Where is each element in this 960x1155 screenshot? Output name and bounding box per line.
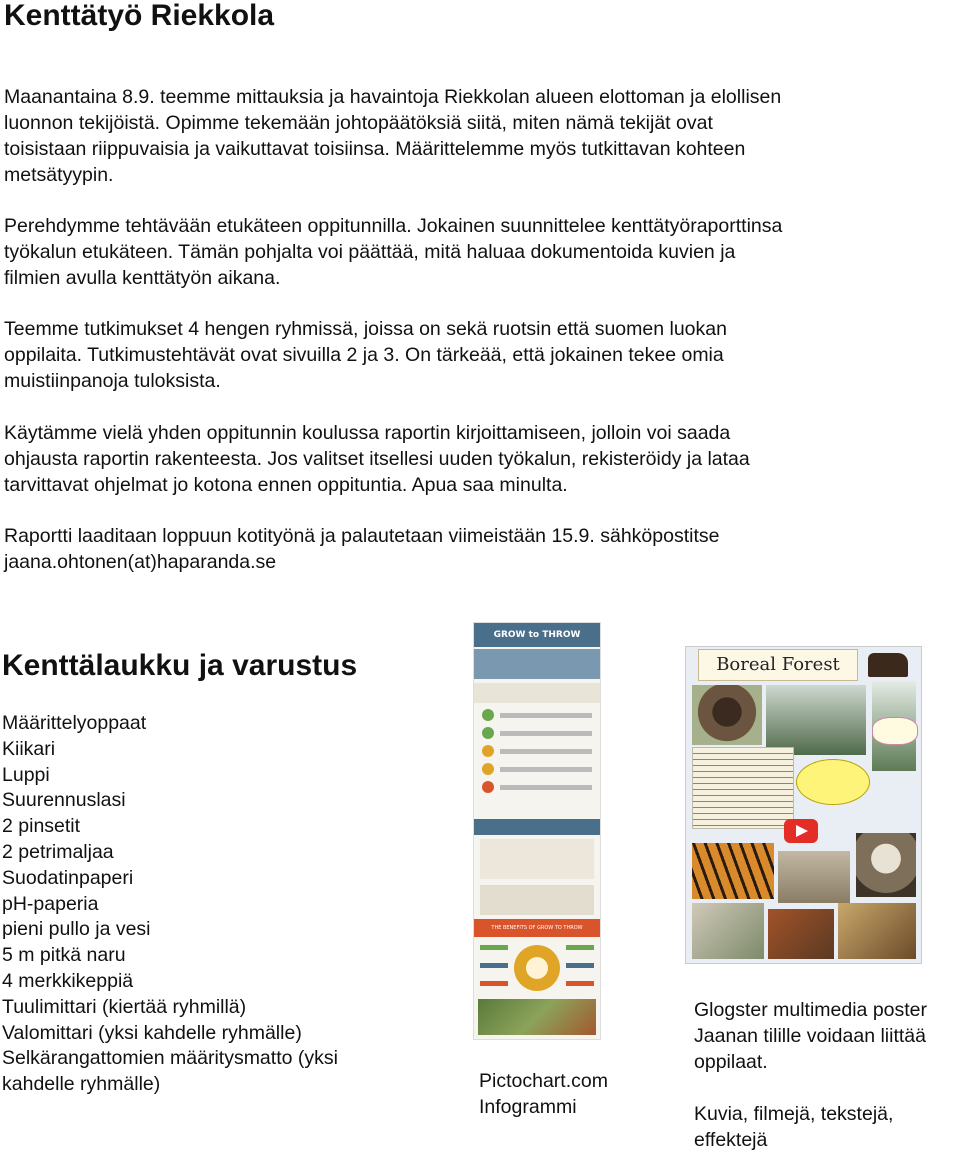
list-item: Selkärangattomien määritysmatto (yksi xyxy=(2,1047,338,1070)
paragraph-line: toisistaan riippuvaisia ja vaikuttavat toisiinsa. Määrittelemme myös tutkittavan kohteen xyxy=(4,138,746,160)
paragraph-line: luonnon tekijöistä. Opimme tekemään johtopäätöksiä siitä, miten nämä tekijät ovat xyxy=(4,112,713,134)
infographic-label-bar xyxy=(566,945,594,950)
paragraph-line: ohjausta raportin rakenteesta. Jos valitset itsellesi uuden työkalun, rekisteröidy ja lataa xyxy=(4,448,750,470)
infographic-image xyxy=(473,622,601,1040)
list-item: Suurennuslasi xyxy=(2,789,126,812)
list-item: pH-paperia xyxy=(2,892,99,915)
list-item: Luppi xyxy=(2,763,50,786)
infographic-panel xyxy=(480,885,594,915)
owl-photo xyxy=(856,833,916,897)
glogster-title: Boreal Forest xyxy=(698,649,858,681)
speech-bubble xyxy=(796,759,870,805)
infographic-band xyxy=(474,649,600,679)
infographic-label-bar xyxy=(480,945,508,950)
caption-line: Infogrammi xyxy=(479,1096,577,1118)
caption-line: Pictochart.com xyxy=(479,1070,608,1092)
infographic-label-bar xyxy=(480,963,508,968)
infographic-header xyxy=(474,623,600,647)
infographic-label-bar xyxy=(566,963,594,968)
paragraph-line: filmien avulla kenttätyön aikana. xyxy=(4,267,281,289)
list-item: 5 m pitkä naru xyxy=(2,944,126,967)
deer-photo xyxy=(692,903,764,959)
moose-icon xyxy=(868,653,908,677)
infographic-label-bar xyxy=(566,981,594,986)
paragraph-line: Raportti laaditaan loppuun kotityönä ja palautetaan viimeistään 15.9. sähköpostitse xyxy=(4,525,720,547)
list-item: Määrittelyoppaat xyxy=(2,712,147,734)
apple-icon xyxy=(526,957,548,979)
forest-photo xyxy=(766,685,866,755)
infographic-photo xyxy=(478,999,596,1035)
bear-photo xyxy=(692,685,762,745)
list-item: pieni pullo ja vesi xyxy=(2,918,151,941)
infographic-label-bar xyxy=(480,981,508,986)
paragraph-3 xyxy=(4,316,954,394)
paragraph-line: Käytämme vielä yhden oppitunnin koulussa raportin kirjoittamiseen, jolloin voi saada xyxy=(4,422,731,444)
paragraph-5 xyxy=(4,523,954,575)
infographic-band-2 xyxy=(474,819,600,835)
paragraph-1 xyxy=(4,84,954,188)
list-item: 4 merkkikeppiä xyxy=(2,969,134,992)
infographic-block xyxy=(474,683,600,703)
tiger-photo xyxy=(692,843,774,899)
infographic-header-text: GROW to THROW xyxy=(493,630,581,640)
animal-photo xyxy=(838,903,916,959)
list-item: Suodatinpaperi xyxy=(2,866,134,889)
caption-line: effektejä xyxy=(694,1129,768,1151)
infographic-caption xyxy=(479,1068,679,1120)
paragraph-line: työkalun etukäteen. Tämän pohjalta voi päättää, mitä haluaa dokumentoida kuvien ja xyxy=(4,241,736,263)
infographic-panel xyxy=(480,839,594,879)
email-text: jaana.ohtonen(at)haparanda.se xyxy=(4,551,277,573)
paragraph-line: tarvittavat ohjelmat jo kotona ennen oppituntia. Apua saa minulta. xyxy=(4,474,568,496)
paragraph-line: Maanantaina 8.9. teemme mittauksia ja havaintoja Riekkolan alueen elottoman ja elollisen xyxy=(4,86,782,108)
list-item: kahdelle ryhmälle) xyxy=(2,1073,161,1096)
paragraph-2 xyxy=(4,213,954,291)
play-triangle-icon xyxy=(796,825,808,837)
note-sticker xyxy=(872,717,918,745)
paragraph-4 xyxy=(4,420,954,498)
paragraph-line: oppilaita. Tutkimustehtävät ovat sivuilla 2 ja 3. On tärkeää, että jokainen tekee omia xyxy=(4,344,724,366)
infographic-steps xyxy=(482,709,592,819)
page-title: Kenttätyö Riekkola xyxy=(4,0,275,32)
text-block xyxy=(692,747,794,829)
glogster-image xyxy=(685,646,922,964)
paragraph-line: metsätyypin. xyxy=(4,164,114,186)
list-item: Kiikari xyxy=(2,737,56,760)
paragraph-line: muistiinpanoja tuloksista. xyxy=(4,370,221,392)
equipment-list xyxy=(2,711,422,1098)
paragraph-line: Teemme tutkimukset 4 hengen ryhmissä, joissa on sekä ruotsin että suomen luokan xyxy=(4,318,727,340)
list-item: 2 petrimaljaa xyxy=(2,840,114,863)
infographic-benefits-band xyxy=(474,919,600,937)
caption-line: Glogster multimedia poster xyxy=(694,999,928,1021)
list-item: 2 pinsetit xyxy=(2,815,81,838)
equipment-title: Kenttälaukku ja varustus xyxy=(2,649,358,682)
glogster-caption xyxy=(694,997,960,1075)
list-item: Valomittari (yksi kahdelle ryhmälle) xyxy=(2,1021,302,1044)
caption-line: Jaanan tilille voidaan liittää xyxy=(694,1025,926,1047)
caption-line: Kuvia, filmejä, tekstejä, xyxy=(694,1103,894,1125)
paragraph-line: Perehdymme tehtävään etukäteen oppitunnilla. Jokainen suunnittelee kenttätyöraporttinsa xyxy=(4,215,783,237)
fox-photo xyxy=(768,909,834,959)
caption-line: oppilaat. xyxy=(694,1051,768,1073)
infographic-benefits-text: THE BENEFITS OF GROW TO THROW xyxy=(491,925,583,931)
glogster-caption-2 xyxy=(694,1101,960,1153)
list-item: Tuulimittari (kiertää ryhmillä) xyxy=(2,995,247,1018)
lynx-photo xyxy=(778,851,850,903)
